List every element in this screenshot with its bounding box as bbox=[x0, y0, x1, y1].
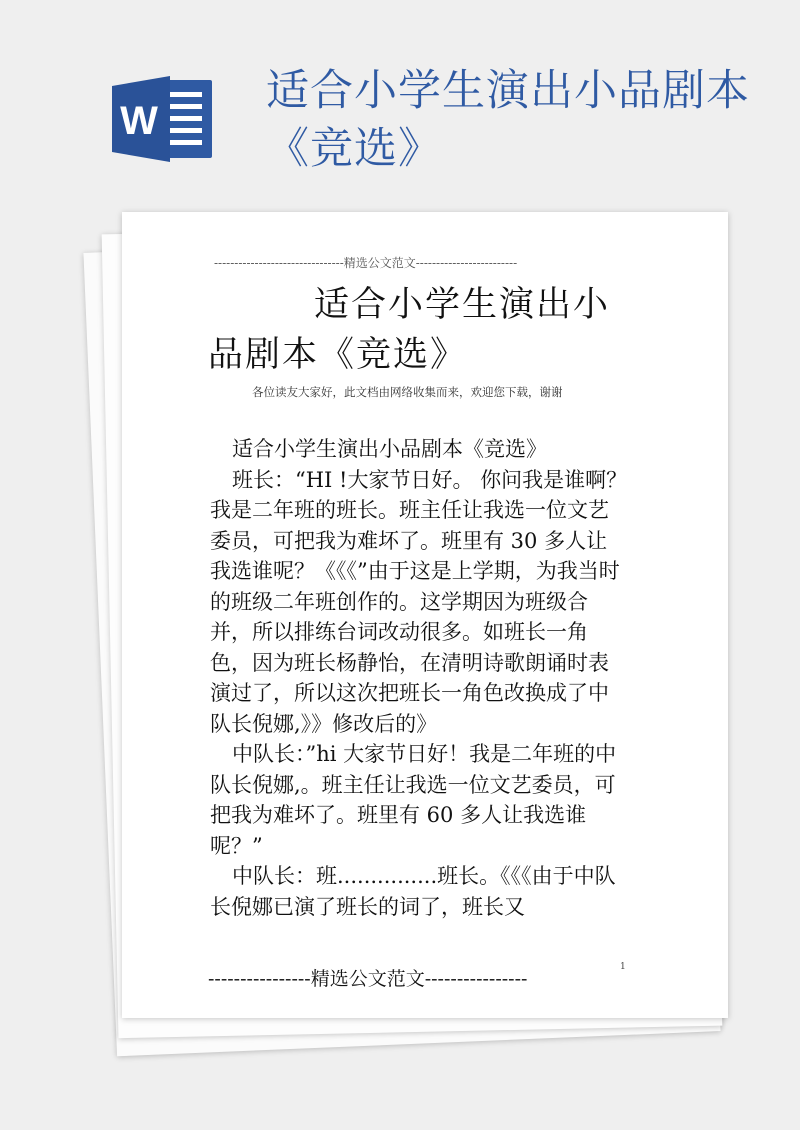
svg-text:W: W bbox=[120, 99, 158, 143]
word-icon bbox=[112, 76, 216, 162]
page-title: 适合小学生演出小品剧本《竞选》 bbox=[208, 285, 611, 375]
download-notice: 各位读友大家好，此文档由网络收集而来，欢迎您下载，谢谢 bbox=[252, 385, 563, 399]
document-page bbox=[122, 212, 728, 1018]
page-header: --------------------------------精选公文范文------------------------- bbox=[214, 256, 518, 270]
body-paragraph: 中队长：”hi 大家节日好！我是二年班的中队长倪娜,。班主任让我选一位文艺委员，可把我为难坏了。班里有 60 多人让我选谁呢？” bbox=[210, 742, 617, 858]
document-title: 适合小学生演出小品剧本《竞选》 bbox=[266, 66, 750, 174]
page-footer: ----------------精选公文范文---------------- bbox=[208, 968, 528, 990]
page-body bbox=[210, 434, 628, 922]
body-paragraph: 班长：“HI !大家节日好。 你问我是谁啊？我是二年班的班长。班主任让我选一位文艺委员，可把我为难坏了。班里有 30 多人让我选谁呢？《《《”由于这是上学期，为我当时的班级二年班创作的。这学期因为班级合并，所以排练台词改动很多。如班长一角色，因为班长杨静怡，在清明诗歌朗诵时表演过了，所以这次把班长一角色改换成了中队长倪娜,》》修改后的》 bbox=[210, 467, 628, 736]
body-paragraph: 中队长：班...............班长。《《《由于中队长倪娜已演了班长的词了，班长又 bbox=[210, 864, 616, 919]
body-paragraph: 适合小学生演出小品剧本《竞选》 bbox=[232, 437, 547, 461]
page-number: 1 bbox=[620, 962, 626, 972]
